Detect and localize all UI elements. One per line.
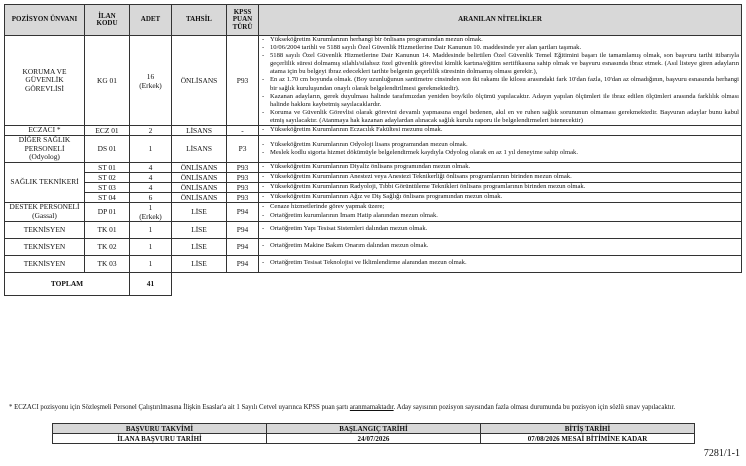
position-code: ECZ 01 — [85, 126, 130, 136]
table-row-st04 — [5, 192, 742, 202]
kpss-type: P93 — [227, 182, 259, 192]
header-ilan-kodu: İLAN KODU — [85, 5, 130, 36]
education-level: ÖNLİSANS — [172, 36, 227, 126]
position-count: 4 — [130, 162, 172, 172]
table-row-st01 — [5, 162, 742, 172]
requirements — [259, 162, 742, 172]
position-count: 1 — [130, 136, 172, 163]
table-header-row — [5, 5, 742, 36]
footnote — [9, 404, 739, 412]
requirements — [259, 172, 742, 182]
table-row-koruma — [5, 36, 742, 126]
position-title: TEKNİSYEN — [5, 238, 85, 255]
education-level: ÖNLİSANS — [172, 182, 227, 192]
calendar-header — [53, 424, 695, 434]
position-count: 4 — [130, 172, 172, 182]
position-title: TEKNİSYEN — [5, 255, 85, 272]
kpss-type: P93 — [227, 36, 259, 126]
position-count: 2 — [130, 126, 172, 136]
calendar-end-date: 07/08/2026 MESAİ BİTİMİNE KADAR — [481, 434, 695, 444]
footnote-underlined: aranmamaktadır — [349, 403, 394, 411]
position-code: KG 01 — [85, 36, 130, 126]
application-calendar — [52, 423, 695, 444]
requirements — [259, 36, 742, 126]
position-code: TK 02 — [85, 238, 130, 255]
table-row-tk02 — [5, 238, 742, 255]
kpss-type: P94 — [227, 202, 259, 221]
kpss-type: P93 — [227, 172, 259, 182]
requirement-item: - En az 1.70 cm boyunda olmak. (Boy uzunluğunun santimetre cinsinden son iki rakamı ile kilosu arasındaki fark 10'dan fazla, 10'dan az olmadığının, başvuru esnasında herhangi bir sağlık kuruluşundan onaylı olarak belgelendirilmesi gerekmektedir). — [261, 76, 739, 92]
header-kpss: KPSS PUAN TÜRÜ — [227, 5, 259, 36]
calendar-header-start: BAŞLANGIÇ TARİHİ — [267, 424, 481, 434]
table-row-destek — [5, 202, 742, 221]
position-title-main: DESTEK PERSONELİ — [9, 202, 80, 212]
position-title: SAĞLIK TEKNİKERİ — [5, 162, 85, 202]
requirement-item: - Meslek kodlu sigorta hizmet dökümüyle belgelendirmek kaydıyla Odyolog olarak en az 1 yıl deneyime sahip olmak. — [261, 149, 739, 157]
calendar-row-label: İLANA BAŞVURU TARİHİ — [53, 434, 267, 444]
requirement-item: - Yükseköğretim Kurumlarının Odyoloji lisans programından mezun olmak. — [261, 141, 739, 149]
document-code: 7281/1-1 — [703, 448, 740, 459]
positions-table — [4, 4, 742, 296]
requirement-item: - Yükseköğretim Kurumlarının Anestezi veya Anestezi Teknikerliği önlisans programlarının birinden mezun olmak. — [261, 173, 739, 181]
position-title — [5, 202, 85, 221]
position-count — [130, 202, 172, 221]
header-tahsil: TAHSİL — [172, 5, 227, 36]
count-gender-note: (Erkek) — [139, 211, 162, 221]
requirement-item: - Cenaze hizmetlerinde görev yapmak üzere; — [261, 203, 739, 211]
kpss-type: P93 — [227, 192, 259, 202]
requirements — [259, 192, 742, 202]
position-code: DP 01 — [85, 202, 130, 221]
table-row-odyolog — [5, 136, 742, 163]
requirement-item: - Ortaöğretim kurumlarının İmam Hatip alanından mezun olmak. — [261, 212, 739, 220]
education-level: LİSANS — [172, 126, 227, 136]
calendar-row — [53, 434, 695, 444]
position-count: 1 — [130, 238, 172, 255]
education-level: ÖNLİSANS — [172, 172, 227, 182]
kpss-type: - — [227, 126, 259, 136]
position-code: TK 03 — [85, 255, 130, 272]
education-level: LİSE — [172, 255, 227, 272]
requirements — [259, 202, 742, 221]
requirement-item: - Ortaöğretim Makine Bakım Onarım dalından mezun olmak. — [261, 242, 739, 250]
position-count: 4 — [130, 182, 172, 192]
position-code: ST 03 — [85, 182, 130, 192]
position-code: ST 01 — [85, 162, 130, 172]
count-value: 16 — [146, 71, 155, 81]
header-pozisyon: POZİSYON ÜNVANI — [5, 5, 85, 36]
table-row-st03 — [5, 182, 742, 192]
count-value: 1 — [148, 202, 153, 212]
education-level: ÖNLİSANS — [172, 162, 227, 172]
position-title: ECZACI * — [5, 126, 85, 136]
requirement-item: - Yükseköğretim Kurumlarının herhangi bir önlisans programından mezun olmak. — [261, 36, 739, 44]
table-row-eczaci — [5, 126, 742, 136]
count-gender-note: (Erkek) — [139, 80, 162, 90]
footnote-text: * ECZACI pozisyonu için Sözleşmeli Personel Çalıştırılmasına İlişkin Esaslar'a ait 1 Sayılı Cetvel uyarınca KPSS puan şartı — [9, 403, 350, 411]
requirements — [259, 238, 742, 255]
position-title-sub: (Odyolog) — [29, 152, 60, 162]
requirement-item: - Yükseköğretim Kurumlarının Radyoloji, Tıbbi Görüntüleme Teknikleri önlisans programlarının birinden mezun olmak. — [261, 183, 739, 191]
calendar-start-date: 24/07/2026 — [267, 434, 481, 444]
requirement-item: - Yükseköğretim Kurumlarının Ağız ve Diş Sağlığı önlisans programından mezun olmak. — [261, 193, 739, 201]
total-row — [5, 272, 742, 295]
requirements — [259, 255, 742, 272]
kpss-type: P94 — [227, 238, 259, 255]
requirement-item: - Yükseköğretim Kurumlarının Eczacılık Fakültesi mezunu olmak. — [261, 126, 739, 134]
requirement-item: - Ortaöğretim Yapı Tesisat Sistemleri dalından mezun olmak. — [261, 225, 739, 233]
position-code: ST 02 — [85, 172, 130, 182]
requirement-item: - 5188 sayılı Özel Güvenlik Hizmetlerine Dair Kanunun 14. Maddesinde belirtilen Özel Güvenlik Temel Eğitimini başarı ile tamamlamış olmak, son başvuru tarihi itibarıyla geçerlilik süresi dolmamış silahlı/silahsız özel güvenlik görevlisi kimlik kartına/eğitim sertifikasına sahip olmak ve başvuru esnasında ibraz etmek. (Asıl listeye giren adayların atama için bu belgeyi ibraz edecekleri tarihte belgenin geçerlilik süresinin dolmamış olması gerekir.), — [261, 52, 739, 76]
education-level: LİSE — [172, 202, 227, 221]
education-level: LİSE — [172, 221, 227, 238]
position-code: TK 01 — [85, 221, 130, 238]
position-title: KORUMA VE GÜVENLİK GÖREVLİSİ — [5, 36, 85, 126]
requirement-item: - Ortaöğretim Tesisat Teknolojisi ve İklimlendirme alanından mezun olmak. — [261, 259, 739, 267]
education-level: LİSE — [172, 238, 227, 255]
table-row-tk03 — [5, 255, 742, 272]
position-title — [5, 136, 85, 163]
position-code: DS 01 — [85, 136, 130, 163]
requirement-item: - Kazanan adayların, gerek duyulması halinde tarafımızdan yeniden boy/kilo ölçümü yapılacaktır. Adayın yapılan ölçümleri ile ibraz edilen ölçümleri arasında farklılık olması halinde hakkını kaybetmiş sayılacaklardır. — [261, 93, 739, 109]
requirements — [259, 182, 742, 192]
calendar-header-end: BİTİŞ TARİHİ — [481, 424, 695, 434]
position-title-sub: (Gassal) — [32, 210, 57, 220]
position-code: ST 04 — [85, 192, 130, 202]
requirements — [259, 126, 742, 136]
total-value: 41 — [130, 272, 172, 295]
requirements — [259, 136, 742, 163]
header-adet: ADET — [130, 5, 172, 36]
kpss-type: P94 — [227, 255, 259, 272]
requirement-item: - 10/06/2004 tarihli ve 5188 sayılı Özel Güvenlik Hizmetlerine Dair Kanunun 10. maddesinde yer alan şartları taşımak. — [261, 44, 739, 52]
footnote-text-end: . Aday sayısının pozisyon sayısından fazla olması durumunda bu pozisyon için sözlü sınav yapılacaktır. — [393, 403, 676, 411]
position-count — [130, 36, 172, 126]
total-label: TOPLAM — [5, 272, 130, 295]
education-level: LİSANS — [172, 136, 227, 163]
requirement-item: - Koruma ve Güvenlik Görevlisi olarak görevini devamlı yapmasına engel bedenen, akıl en ve ruhen sağlık sorununun olmaması gerekmektedir. Başvuran adaylar bunu kabul etmiş sayılacaktır. (Atanmaya hak kazanan adaylardan alınacak sağlık kurulu raporu ile belgelendirmeleri istenecektir) — [261, 109, 739, 125]
calendar-header-title: BAŞVURU TAKVİMİ — [53, 424, 267, 434]
header-nitelikler: ARANILAN NİTELİKLER — [259, 5, 742, 36]
education-level: ÖNLİSANS — [172, 192, 227, 202]
position-count: 1 — [130, 221, 172, 238]
position-count: 6 — [130, 192, 172, 202]
requirements — [259, 221, 742, 238]
position-count: 1 — [130, 255, 172, 272]
position-title: TEKNİSYEN — [5, 221, 85, 238]
table-row-st02 — [5, 172, 742, 182]
kpss-type: P3 — [227, 136, 259, 163]
kpss-type: P94 — [227, 221, 259, 238]
kpss-type: P93 — [227, 162, 259, 172]
position-title-main: DİĞER SAĞLIK PERSONELİ — [18, 135, 71, 153]
requirement-item: - Yükseköğretim Kurumlarının Diyaliz önlisans programından mezun olmak. — [261, 163, 739, 171]
table-row-tk01 — [5, 221, 742, 238]
